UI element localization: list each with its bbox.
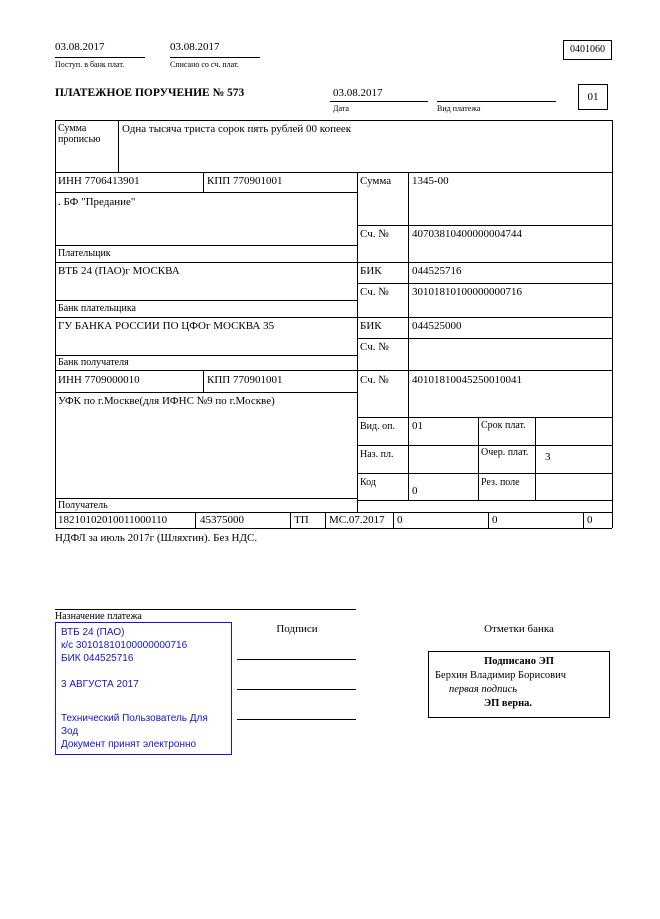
grid-line	[330, 101, 428, 102]
grid-line	[393, 512, 394, 528]
document-title: ПЛАТЕЖНОЕ ПОРУЧЕНИЕ № 573	[55, 87, 245, 99]
grid-line	[55, 57, 145, 58]
grid-line	[325, 512, 326, 528]
payee-bank-name: ГУ БАНКА РОССИИ ПО ЦФОг МОСКВА 35	[58, 320, 275, 332]
sum-value: 1345-00	[412, 175, 449, 187]
received-date: 03.08.2017	[55, 41, 105, 53]
code-value: 0	[412, 485, 418, 497]
payee-account: 40101810045250010041	[412, 374, 522, 386]
document-date: 03.08.2017	[333, 87, 383, 99]
signature-line	[237, 689, 356, 690]
payee-bank-account-label: Сч. №	[360, 341, 389, 353]
signatures-label: Подписи	[276, 623, 318, 635]
purpose-text: НДФЛ за июль 2017г (Шляхтин). Без НДС.	[55, 532, 258, 544]
status-code-box: 01	[578, 84, 608, 110]
payer-inn: ИНН 7706413901	[58, 175, 140, 187]
stamp-bik: БИК 044525716	[61, 653, 134, 664]
grid-line	[478, 417, 479, 500]
stamp-bank-name: ВТБ 24 (ПАО)	[61, 627, 125, 638]
grid-line	[357, 283, 612, 284]
received-date-label: Поступ. в банк плат.	[55, 60, 125, 69]
payer-account: 40703810400000004744	[412, 228, 522, 240]
tax-number: 0	[397, 514, 403, 526]
tax-type: 0	[587, 514, 593, 526]
payee-bank-bik: 044525000	[412, 320, 462, 332]
grid-line	[408, 172, 409, 500]
tax-period: МС.07.2017	[329, 514, 385, 526]
grid-line	[203, 370, 204, 392]
purpose-code-label: Наз. пл.	[360, 449, 394, 460]
debited-date: 03.08.2017	[170, 41, 220, 53]
payer-name: . БФ "Предание"	[58, 196, 136, 208]
grid-line	[55, 498, 357, 499]
op-type-value: 01	[412, 420, 423, 432]
form-code-box: 0401060	[563, 40, 612, 60]
stamp-date: 3 АВГУСТА 2017	[61, 679, 139, 690]
tax-oktmo: 45375000	[200, 514, 244, 526]
grid-line	[583, 512, 584, 528]
purpose-label: Назначение платежа	[55, 611, 142, 622]
grid-line	[535, 417, 536, 500]
payer-bank-account-label: Сч. №	[360, 286, 389, 298]
grid-line	[55, 512, 612, 513]
date-label: Дата	[333, 104, 349, 113]
grid-line	[55, 609, 356, 610]
payee-bank-section-label: Банк получателя	[58, 357, 129, 368]
amount-words-label: Сумма прописью	[58, 123, 101, 145]
payer-account-label: Сч. №	[360, 228, 389, 240]
esign-title: Подписано ЭП	[484, 656, 554, 667]
grid-line	[437, 101, 556, 102]
payer-bank-name: ВТБ 24 (ПАО)г МОСКВА	[58, 265, 180, 277]
payee-section-label: Получатель	[58, 500, 108, 511]
grid-line	[357, 445, 612, 446]
bank-electronic-stamp	[55, 622, 232, 755]
stamp-user: Технический Пользователь Для Зод	[61, 713, 208, 737]
term-label: Срок плат.	[481, 420, 526, 431]
payee-account-label: Сч. №	[360, 374, 389, 386]
grid-line	[55, 245, 357, 246]
grid-line	[55, 300, 357, 301]
payee-name: УФК по г.Москве(для ИФНС №9 по г.Москве)	[58, 395, 275, 407]
signature-line	[237, 659, 356, 660]
priority-label: Очер. плат.	[481, 447, 529, 458]
payer-bank-bik-label: БИК	[360, 265, 382, 277]
stamp-corr-account: к/с 30101810100000000716	[61, 640, 188, 651]
grid-line	[612, 120, 613, 528]
grid-line	[357, 338, 612, 339]
priority-value: 3	[545, 451, 551, 463]
payee-bank-bik-label: БИК	[360, 320, 382, 332]
signature-line	[237, 719, 356, 720]
payer-bank-account: 30101810100000000716	[412, 286, 522, 298]
payer-section-label: Плательщик	[58, 248, 111, 259]
tax-kbk: 18210102010011000110	[58, 514, 168, 526]
grid-line	[55, 355, 357, 356]
grid-line	[357, 172, 358, 512]
op-type-label: Вид. оп.	[360, 421, 395, 432]
grid-line	[55, 392, 357, 393]
grid-line	[55, 120, 612, 121]
grid-line	[55, 528, 612, 529]
tax-date: 0	[492, 514, 498, 526]
grid-line	[55, 317, 612, 318]
payment-type-label: Вид платежа	[437, 104, 481, 113]
grid-line	[55, 262, 612, 263]
grid-line	[55, 192, 357, 193]
grid-line	[357, 500, 612, 501]
sum-label: Сумма	[360, 175, 392, 187]
code-label: Код	[360, 477, 376, 488]
stamp-status: Документ принят электронно	[61, 739, 197, 750]
payer-bank-bik: 044525716	[412, 265, 462, 277]
payee-kpp: КПП 770901001	[207, 374, 283, 386]
esignature-box	[428, 651, 610, 718]
grid-line	[118, 120, 119, 172]
esign-signer-name: Берхин Владимир Борисович	[435, 670, 566, 681]
grid-line	[170, 57, 260, 58]
grid-line	[357, 417, 612, 418]
grid-line	[203, 172, 204, 192]
payer-bank-section-label: Банк плательщика	[58, 303, 136, 314]
bank-marks-label: Отметки банка	[484, 623, 554, 635]
grid-line	[357, 473, 612, 474]
grid-line	[357, 225, 612, 226]
grid-line	[55, 172, 612, 173]
grid-line	[195, 512, 196, 528]
payer-kpp: КПП 770901001	[207, 175, 283, 187]
payee-inn: ИНН 7709000010	[58, 374, 140, 386]
reserve-field-label: Рез. поле	[481, 477, 520, 488]
grid-line	[290, 512, 291, 528]
debited-date-label: Списано со сч. плат.	[170, 60, 239, 69]
grid-line	[55, 370, 612, 371]
esign-kind: первая подпись	[449, 684, 518, 695]
esign-valid: ЭП верна.	[484, 698, 533, 709]
tax-basis: ТП	[294, 514, 309, 526]
grid-line	[55, 120, 56, 528]
grid-line	[488, 512, 489, 528]
amount-words: Одна тысяча триста сорок пять рублей 00 копеек	[122, 123, 352, 135]
